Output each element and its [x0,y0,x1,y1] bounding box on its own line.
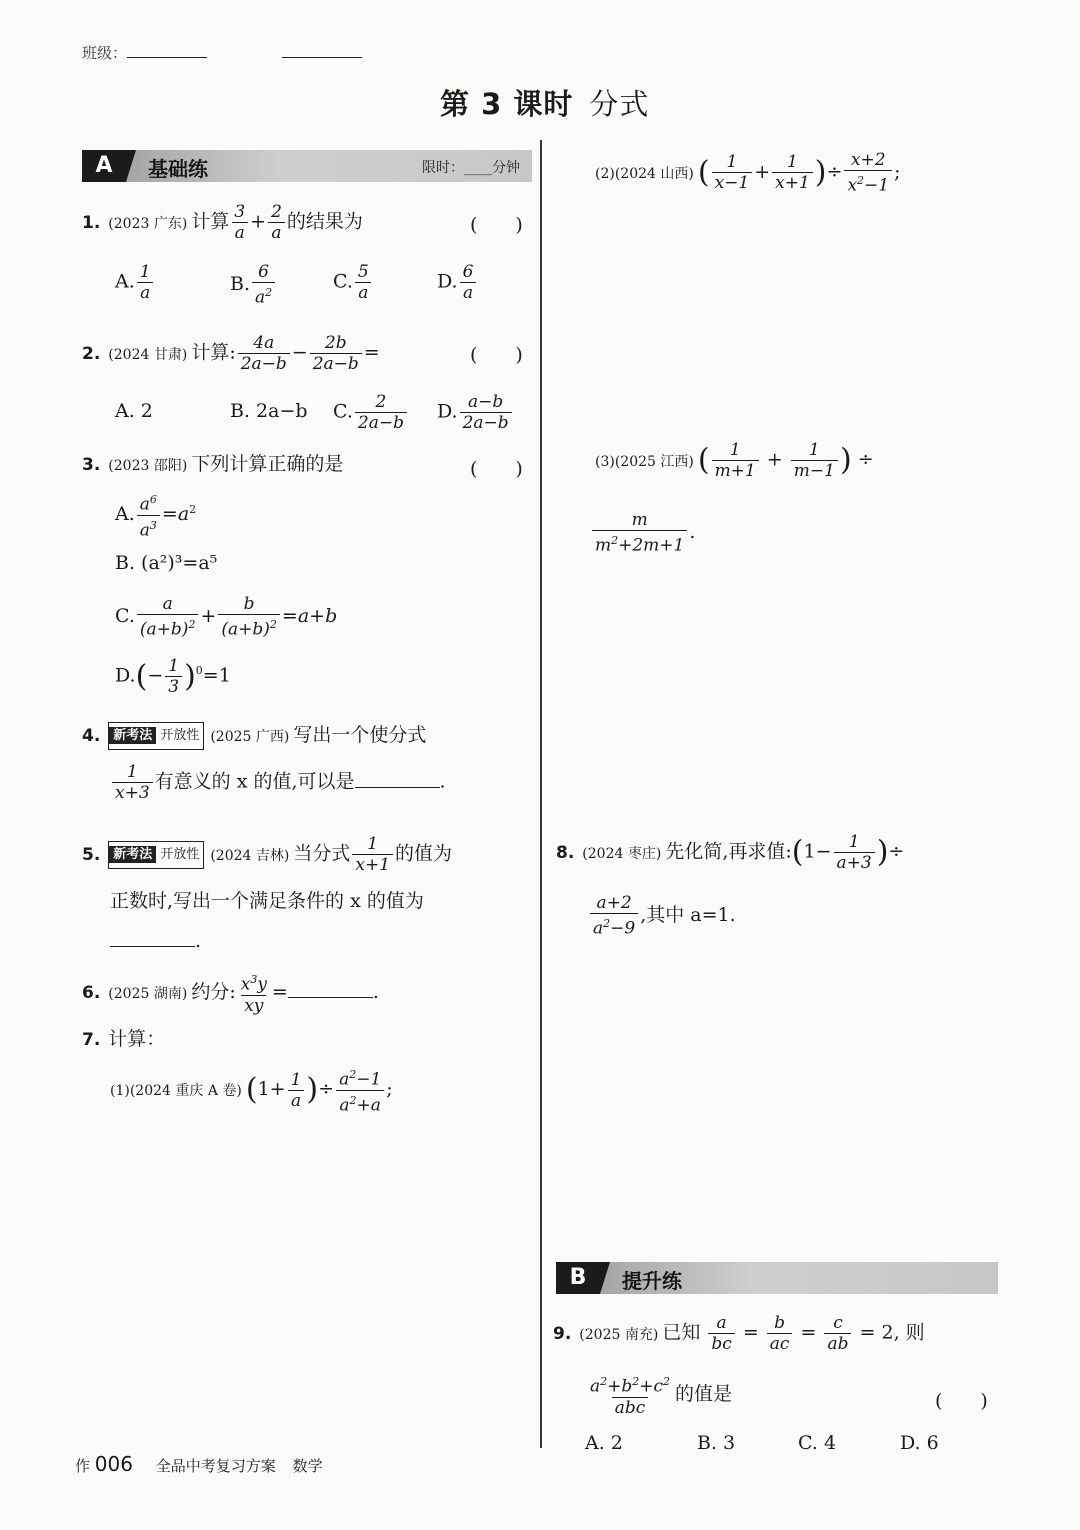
question-7: 7. 计算： [82,1028,166,1050]
new-method-tag: 新考法 开放性 [108,841,204,869]
question-4-line2: $\frac{1}{x+3}$ 有意义的 x 的值,可以是 . [110,762,446,803]
q6-answer-blank[interactable] [288,995,373,998]
class-blank[interactable] [127,55,207,58]
question-7-part-3-line2: $\frac{m}{m^2+2m+1}$ . [590,510,695,556]
q4-answer-blank[interactable] [355,785,440,788]
question-8: 8. (2024 枣庄) 先化简,再求值:(1− $\frac{1}{a+3}$ )÷ [556,832,905,873]
class-label: 班级： [82,42,362,63]
q2-option-c[interactable]: C. $\frac{2}{2a-b}$ [333,392,409,433]
q9-option-a[interactable]: A. 2 [585,1432,623,1454]
column-divider [540,140,542,1448]
question-4: 4. 新考法 开放性 (2025 广西) 写出一个使分式 [82,722,426,750]
q3-option-b[interactable]: B. (a²)³=a⁵ [115,552,218,574]
section-a-letter: A [82,150,126,182]
page-footer [75,1452,323,1476]
q9-option-d[interactable]: D. 6 [900,1432,939,1454]
q1-option-a[interactable]: A. $\frac{1}{a}$ [115,262,156,303]
page-title: 第 3 课时 分式 [440,87,650,121]
question-5-line3: . [110,928,201,954]
question-9-line2: $\frac{a^2+b^2+c^2}{\text{abc}}$ 的值是 [590,1375,733,1418]
answer-paren-2[interactable]: ( ) [470,344,523,366]
q3-option-d[interactable]: D.(− $\frac{1}{3}$ )$^0$=1 [115,656,231,697]
q9-option-b[interactable]: B. 3 [697,1432,736,1454]
question-1: 1. (2023 广东) 计算 $\frac{3}{a}$ + $\frac{2}{a}$ 的结果为 [82,202,363,243]
footer-mark: 作 [75,1457,91,1475]
question-7-part-2: (2)(2024 山西) ( $\frac{1}{x-1}$ + $\frac{1}{x+1}$ )÷ $\frac{x+2}{x^2-1}$ ; [595,150,901,196]
question-7-part-3: (3)(2025 江西) ( $\frac{1}{m+1}$ + $\frac{1}{m-1}$ ) ÷ [595,440,874,481]
q2-option-a[interactable]: A. 2 [115,400,153,422]
answer-paren-3[interactable]: ( ) [470,458,523,480]
time-limit: 限时：____分钟 [422,160,520,176]
answer-paren-1[interactable]: ( ) [470,214,523,236]
q2-option-b[interactable]: B. 2a−b [230,400,308,422]
page-number: 006 [94,1452,133,1476]
section-a-banner [82,150,532,182]
answer-paren-9[interactable]: ( ) [935,1390,988,1412]
book-title: 全品中考复习方案 [155,1457,276,1475]
question-5-line2: 正数时,写出一个满足条件的 x 的值为 [110,890,424,912]
subject: 数学 [292,1457,323,1475]
section-b-name: 提升练 [622,1269,682,1293]
q9-option-c[interactable]: C. 4 [798,1432,837,1454]
q1-option-c[interactable]: C. $\frac{5}{a}$ [333,262,374,303]
question-5: 5. 新考法 开放性 (2024 吉林) 当分式 $\frac{1}{x+1}$ 的值为 [82,834,453,875]
q1-option-b[interactable]: B. $\frac{6}{a^2}$ [230,262,277,308]
question-3: 3. (2023 邵阳) 下列计算正确的是 [82,453,344,475]
q1-option-d[interactable]: D. $\frac{6}{a}$ [437,262,478,303]
question-8-line2: $\frac{a+2}{a^2-9}$ ,其中 a=1. [588,893,736,939]
q5-answer-blank[interactable] [110,944,195,947]
name-blank[interactable] [282,55,362,58]
q3-option-c[interactable]: C. $\frac{a}{(a+b)^2}$ + $\frac{b}{(a+b)^2}$ =a+b [115,594,338,640]
section-b-letter: B [556,1262,600,1294]
new-method-tag: 新考法 开放性 [108,722,204,750]
section-b-banner [556,1262,998,1294]
q3-option-a[interactable]: A. $\frac{a^6}{a^3}$ $=a^2$ [115,493,197,541]
question-9: 9. (2025 南充) 已知 $\frac{a}{bc}$ = $\frac{b}{ac}$ = $\frac{c}{ab}$ = 2, 则 [553,1313,925,1354]
section-a-name: 基础练 [148,157,208,181]
question-7-part-1: (1)(2024 重庆 A 卷) (1+ $\frac{1}{a}$ )÷ $\frac{a^2-1}{a^2+a}$ ; [110,1068,393,1116]
question-2: 2. (2024 甘肃) 计算: $\frac{4a}{2a-b}$ − $\frac{2b}{2a-b}$ = [82,333,380,374]
q2-option-d[interactable]: D. $\frac{a-b}{2a-b}$ [437,392,514,433]
question-6: 6. (2025 湖南) 约分: $\frac{x^3y}{xy}$ = . [82,973,379,1016]
